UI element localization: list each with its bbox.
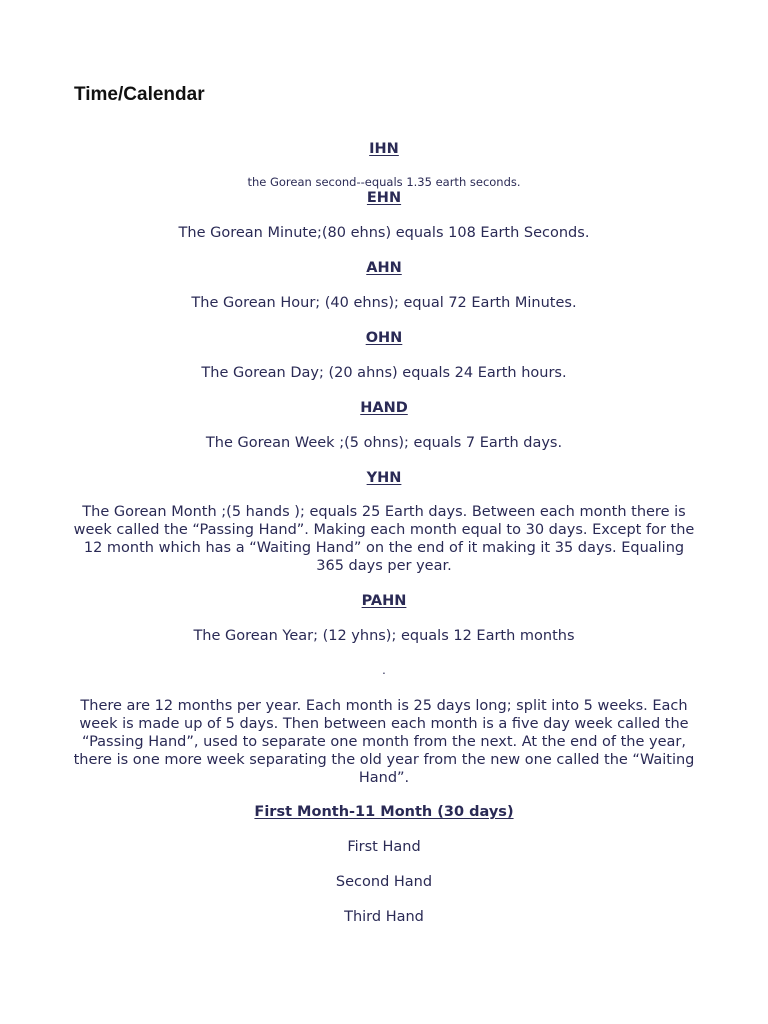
text-pahn: The Gorean Year; (12 yhns); equals 12 Earth months (193, 628, 575, 644)
heading-ahn: AHN (366, 260, 402, 276)
page-title: Time/Calendar (74, 84, 205, 105)
text-hand: The Gorean Week ;(5 ohns); equals 7 Earth days. (205, 435, 563, 451)
hand-item-third: Third Hand (344, 909, 424, 925)
heading-hand: HAND (360, 400, 408, 416)
text-ehn: The Gorean Minute;(80 ehns) equals 108 Earth Seconds. (178, 225, 590, 241)
heading-yhn: YHN (366, 470, 402, 486)
hand-item-second: Second Hand (335, 874, 433, 890)
heading-ehn: EHN (366, 190, 402, 206)
summary-paragraph: There are 12 months per year. Each month is 25 days long; split into 5 weeks. Each week is made up of 5 days. Then between each month is a five day week called the “Passing Hand”, used to separate one month from the next. At the end of the year, there is one more week separating the old year from the new one called the “Waiting Hand”. (73, 698, 695, 786)
text-ohn: The Gorean Day; (20 ahns) equals 24 Earth hours. (201, 365, 567, 381)
heading-ihn: IHN (369, 141, 399, 157)
text-ihn: the Gorean second--equals 1.35 earth seconds. (247, 175, 521, 189)
months-heading: First Month-11 Month (30 days) (254, 804, 514, 820)
separator-dot: . (382, 663, 386, 677)
hand-item-first: First Hand (347, 839, 421, 855)
text-yhn: The Gorean Month ;(5 hands ); equals 25 Earth days. Between each month there is week called the “Passing Hand”. Making each month equal to 30 days. Except for the 12 month which has a “Waiting Hand” on the end of it making it 35 days. Equaling 365 days per year. (73, 504, 695, 574)
heading-pahn: PAHN (361, 593, 407, 609)
text-ahn: The Gorean Hour; (40 ehns); equal 72 Earth Minutes. (191, 295, 577, 311)
heading-ohn: OHN (365, 330, 403, 346)
